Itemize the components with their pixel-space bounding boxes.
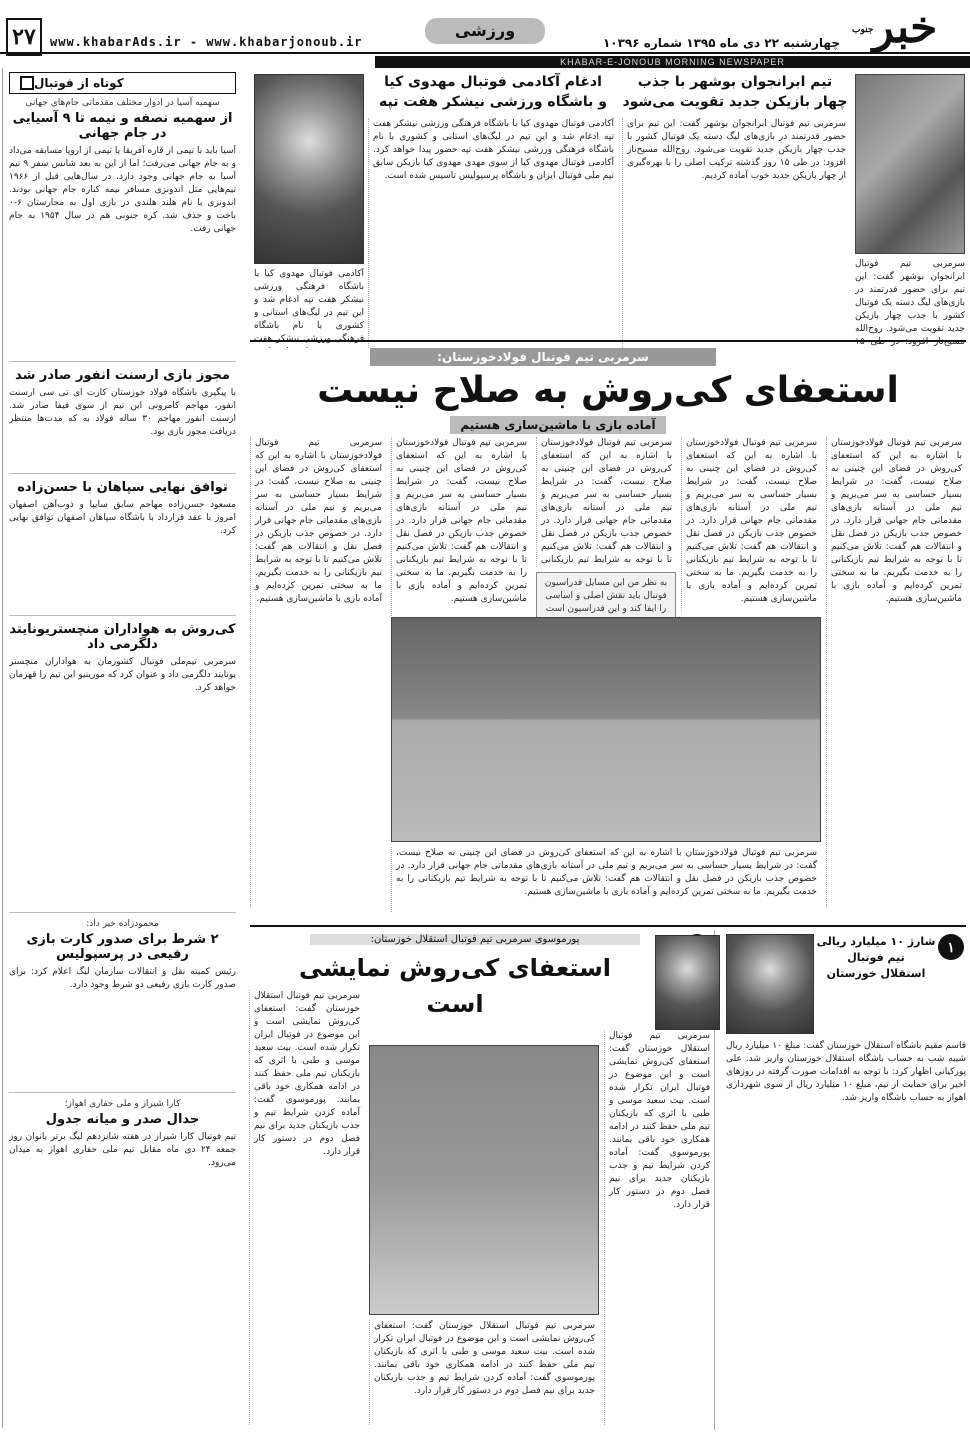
match-photo <box>369 1045 599 1315</box>
story-title-line: تیم ابرانجوان بوشهر با جذب <box>637 74 833 90</box>
portrait-photo <box>726 934 814 1034</box>
short-news-sidebar <box>2 68 242 1428</box>
story-text: سرمربی تیم فوتبال ابرانجوان بوشهر گفت: این تیم برای حضور قدرتمند در بازی‌های لیگ دسته یک فوتبال کشور با جذب چهار بازیکن جدید تقویت می‌شود. روح‌الله مسیح‌ناز افزود: در طی ۱۵ <box>855 259 965 347</box>
flag-icon <box>20 76 34 90</box>
news-title: ۲ شرط برای صدور کارت بازی رفیعی در پرسپولیس <box>26 932 219 962</box>
dateline: چهارشنبه ۲۲ دی ماه ۱۳۹۵ شماره ۱۰۳۹۶ <box>602 36 840 50</box>
news-kicker: کارا شیراز و ملی حفاری اهواز؛ <box>64 1099 181 1109</box>
page-number: ۲۷ <box>6 18 42 56</box>
story-title-line: ادغام آکادمی فوتبال مهدوی کیا <box>384 74 602 90</box>
news-text: با پیگیری باشگاه فولاد خوزستان کارت ای تی سی ارسنت انفور، مهاجم کامرونی این تیم از سوی فیفا صادر شد. ارسنت انفور مهاجم ۳۰ ساله فولاد به که مدت‌ها منتظر دریافت مجوز بازی بود. <box>9 388 236 437</box>
main-subtitle: آماده بازی با ماشین‌سازی هستیم <box>450 416 666 434</box>
article-column: سرمربی تیم فوتبال فولادخوزستان با اشاره به این که استعفای کی‌روش در فضای این چنینی به صلاح نیست، گفت: در شرایط بسیار حساسی به سر می‌بریم و تیم ملی در آستانه بازی‌های مقدماتی جام جهانی قرار دارد. در خصوص جذب بازیکن در فصل نقل و انتقالات هم گفت: تلاش می‌کنیم تا با توجه به شرایط تیم بازیکنانی را به خدمت بگیریم. ما به سختی تمرین کرده‌ایم و آماده بازی با ماشین‌سازی هستیم. <box>391 847 821 912</box>
header-rule <box>0 52 970 54</box>
story-pourmousavi <box>250 930 715 1430</box>
main-headline: استعفای کی‌روش به صلاح نیست <box>317 370 899 411</box>
main-kicker: سرمربی تیم فوتبال فولادخوزستان: <box>370 348 716 366</box>
article-column: سرمربی تیم فوتبال فولادخوزستان با اشاره به این که استعفای کی‌روش در فضای این چنینی به صلاح نیست، گفت: در شرایط بسیار حساسی به سر می‌بریم و تیم ملی در آستانه بازی‌های مقدماتی جام جهانی قرار دارد. در خصوص جذب بازیکن در فصل نقل و انتقالات هم گفت: تلاش می‌کنیم تا با توجه به شرایط تیم بازیکنانی را به خدمت بگیریم. ما به سختی تمرین کرده‌ایم و آماده بازی با ماشین‌سازی هستیم. <box>250 437 386 907</box>
portrait-photo <box>254 74 364 264</box>
news-text: تیم فوتبال کارا شیراز در هفته شانزدهم لیگ برتر بانوان روز جمعه ۲۴ دی ماه مقابل تیم ملی حفاری اهواز به میدان می‌رود. <box>9 1132 236 1168</box>
coach-portrait <box>655 935 720 1030</box>
news-title: جدال صدر و میانه جدول <box>45 1112 200 1127</box>
article-column: سرمربی تیم فوتبال فولادخوزستان با اشاره به این که استعفای کی‌روش در فضای این چنینی به صلاح نیست، گفت: در شرایط بسیار حساسی به سر می‌بریم و تیم ملی در آستانه بازی‌های مقدماتی جام جهانی قرار دارد. در خصوص جذب بازیکن در فصل نقل و انتقالات هم گفت: تلاش می‌کنیم تا با توجه به شرایط تیم بازیکنانی را به خدمت بگیریم. ما به سختی تمرین کرده‌ایم و آماده بازی با ماشین‌سازی هستیم. <box>826 437 966 907</box>
sidebar-header-label: کوتاه از فوتبال <box>34 76 124 90</box>
story-title <box>368 72 618 112</box>
masthead-strip: KHABAR-E-JONOUB MORNING NEWSPAPER <box>375 56 970 68</box>
article-column: سرمربی تیم فوتبال فولادخوزستان با اشاره به این که استعفای کی‌روش در فضای این چنینی به صلاح نیست، گفت: در شرایط بسیار حساسی به سر می‌بریم و تیم ملی در آستانه بازی‌های مقدماتی جام جهانی قرار دارد. در خصوص جذب بازیکن در فصل نقل و انتقالات هم گفت: تلاش می‌کنیم تا با توجه به شرایط تیم بازیکنانی را به خدمت بگیریم. ما به سختی تمرین کرده‌ایم و آماده بازی با ماشین‌سازی هستیم. <box>681 437 821 612</box>
newspaper-logo <box>850 2 960 58</box>
divider <box>9 473 236 474</box>
site-url[interactable]: www.khabarAds.ir - www.khabarjonoub.ir <box>50 35 363 49</box>
pull-quote: به نظر من این مسایل فدراسیون فوتبال باید نقش اصلی و اساسی را ایفا کند و این فدراسیون است <box>536 572 676 652</box>
story-text: آکادمی فوتبال مهدوی کیا با باشگاه فرهنگی ورزشی نیشکر هفت تپه ادغام شد و این تیم در لیگ‌های استانی و کشوری با نام باشگاه فرهنگی ورزشی نیشکر هفت تپه حضور پیدا خواهد کرد. آکادمی فوتبال مهدوی کیا از سوی مهدی مهدوی کیا بازیکن سابق تیم ملی فوتبال ایران و باشگاه پرسپولیس تاسیس شده است. <box>368 118 618 348</box>
divider <box>9 1092 236 1093</box>
news-title: کی‌روش به هواداران منچستریونایتد دلگرمی داد <box>9 622 236 652</box>
news-kicker: سهمیه آسیا در ادوار مختلف مقدماتی جام‌های جهانی <box>25 98 220 108</box>
match-photo <box>391 617 821 842</box>
divider <box>9 615 236 616</box>
divider <box>9 912 236 913</box>
main-story <box>250 340 966 920</box>
news-text: مسعود حسن‌زاده مهاجم سابق سایپا و ذوب‌آهن اصفهان امروز با عقد قرارداد با باشگاه سپاهان اصفهان توافق نهایی کرد. <box>9 500 236 536</box>
sidebar-header <box>9 72 236 94</box>
story-text: آکادمی فوتبال مهدوی کیا با باشگاه فرهنگی ورزشی نیشکر هفت تپه ادغام شد و این تیم در لیگ‌های استانی و کشوری با نام باشگاه فرهنگی ورزشی نیشکر هفت <box>254 269 364 344</box>
news-title: توافق نهایی سپاهان با حسن‌زاده <box>17 480 228 495</box>
story-title <box>620 72 850 112</box>
divider <box>9 361 236 362</box>
logo-sub: جنوب <box>852 25 874 35</box>
story-title <box>816 934 936 982</box>
logo-text: خبر <box>872 2 938 53</box>
story-text: سرمربی تیم فوتبال ابرانجوان بوشهر گفت: این تیم برای حضور قدرتمند در بازی‌های لیگ دسته یک فوتبال کشور با جذب چهار بازیکن جدید تقویت می‌شود. روح‌الله مسیح‌ناز افزود: در طی ۱۵ روز گذشته ترکیب اصلی را با بهره‌گیری از چهار بازیکن جدید خوب آماده کردیم. <box>622 118 850 348</box>
article-column: سرمربی تیم فوتبال فولادخوزستان با اشاره به این که استعفای کی‌روش در فضای این چنینی به صلاح نیست، گفت: در شرایط بسیار حساسی به سر می‌بریم و تیم ملی در آستانه بازی‌های مقدماتی جام جهانی قرار دارد. در خصوص جذب بازیکن در فصل نقل و انتقالات هم گفت: تلاش می‌کنیم تا با توجه به شرایط تیم بازیکنانی <box>536 437 676 567</box>
news-kicker: محمودزاده خبر داد: <box>86 919 159 929</box>
story-text: سرمربی تیم فوتبال استقلال خوزستان گفت: استعفای کی‌روش نمایشی است و این موضوع در فوتبال ایران تکرار شده است. بیت سعید موسی و طبی با اثری که بازیکنان تیم ملی حفظ کنند در ادامه همکاری خود باقی بمانند. پورموسوی گفت: آماده کردن شرایط تیم و جذب بازیکنان جدید برای نیم فصل دوم در دستور کار قرار دارد. <box>249 990 364 1425</box>
news-text: آسیا باید با تیمی از قاره آفریقا یا تیمی از اروپا مسابقه می‌داد و به جام جهانی می‌رفت؛ اما از این به بعد شانس سفر ۹ تیم آسیا به جام جهانی وجود دارد. در سال‌هایی قبل از ۱۹۶۶ تیم‌هایی مثل اندونزی مسافر نیمه کناره جام جهانی بودند. اندونزی با نام هلند هلندی در بازی اول به مجارستان ۶-۰ باخت و حذف شد. کره جنوبی هم در سال ۱۹۵۴ به جام جهانی رفت. <box>9 146 236 234</box>
story-text: قاسم مقیم باشگاه استقلال خوزستان گفت: مبلغ ۱۰ میلیارد ریال شیبه شب به حساب باشگاه استقلال خوزستان واریز شد. علی پورکیانی اظهار کرد: با توجه به اقدامات صورت گرفته در روزهای اخیر برای حمایت از تیم، مبلغ ۱۰ میلیارد ریال از سوی شهرداری اهواز به حساب باشگاه واریز شد. <box>726 1041 966 1103</box>
news-title: مجوز بازی ارسنت انفور صادر شد <box>15 368 230 383</box>
news-title: از سهمیه نصفه و نیمه تا ۹ آسیایی در جام جهانی <box>12 111 233 141</box>
story-title-line: شارژ ۱۰ میلیارد ریالی تیم فوتبال <box>816 935 936 964</box>
story-title-line: و باشگاه ورزشی نیشکر هفت تپه <box>379 94 607 110</box>
story-abranjavan <box>620 68 965 368</box>
story-title-line: استقلال خوزستان <box>826 967 926 980</box>
story-mahdavikia <box>250 68 618 368</box>
section-label: ورزشی <box>425 18 545 44</box>
story-number: ۱ <box>938 934 964 960</box>
news-text: سرمربی تیم‌ملی فوتبال کشورمان به هواداران منچستر یونایتد دلگرمی داد و عنوان کرد که مورینیو این تیم را قهرمان خواهد کرد. <box>9 657 236 693</box>
story-kicker: پورموسوی سرمربی تیم فوتبال استقلال خوزستان: <box>310 934 640 945</box>
story-esteghlal-charge <box>726 930 966 1430</box>
story-text: سرمربی تیم فوتبال استقلال خوزستان گفت: استعفای کی‌روش نمایشی است و این موضوع در فوتبال ایران تکرار شده است. بیت سعید موسی و طبی با اثری که بازیکنان تیم ملی حفظ کنند در ادامه همکاری خود باقی بمانند. پورموسوی گفت: آماده کردن شرایط تیم و جذب بازیکنان جدید برای نیم فصل دوم در دستور کار قرار دارد. <box>369 1320 599 1425</box>
story-text: سرمربی تیم فوتبال استقلال خوزستان گفت: استعفای کی‌روش نمایشی است و این موضوع در فوتبال ایران تکرار شده است. بیت سعید موسی و طبی با اثری که بازیکنان تیم ملی حفظ کنند در ادامه همکاری خود باقی بمانند. پورموسوی گفت: آماده کردن شرایط تیم و جذب بازیکنان جدید برای نیم فصل دوم در دستور کار قرار دارد. <box>604 1030 714 1425</box>
news-text: رئیس کمیته نقل و انتقالات سازمان لیگ اعلام کرد: برای صدور کارت بازی رفیعی دو شرط وجود دارد. <box>9 967 236 990</box>
story-title-line: چهار بازیکن جدید تقویت می‌شود <box>622 94 848 110</box>
article-column: سرمربی تیم فوتبال فولادخوزستان با اشاره به این که استعفای کی‌روش در فضای این چنینی به صلاح نیست، گفت: در شرایط بسیار حساسی به سر می‌بریم و تیم ملی در آستانه بازی‌های مقدماتی جام جهانی قرار دارد. در خصوص جذب بازیکن در فصل نقل و انتقالات هم گفت: تلاش می‌کنیم تا با توجه به شرایط تیم بازیکنانی را به خدمت بگیریم. ما به سختی تمرین کرده‌ایم و آماده بازی با ماشین‌سازی هستیم. <box>391 437 531 652</box>
team-photo <box>855 74 965 254</box>
story-title: استعفای کی‌روش نمایشی است <box>298 954 612 1018</box>
